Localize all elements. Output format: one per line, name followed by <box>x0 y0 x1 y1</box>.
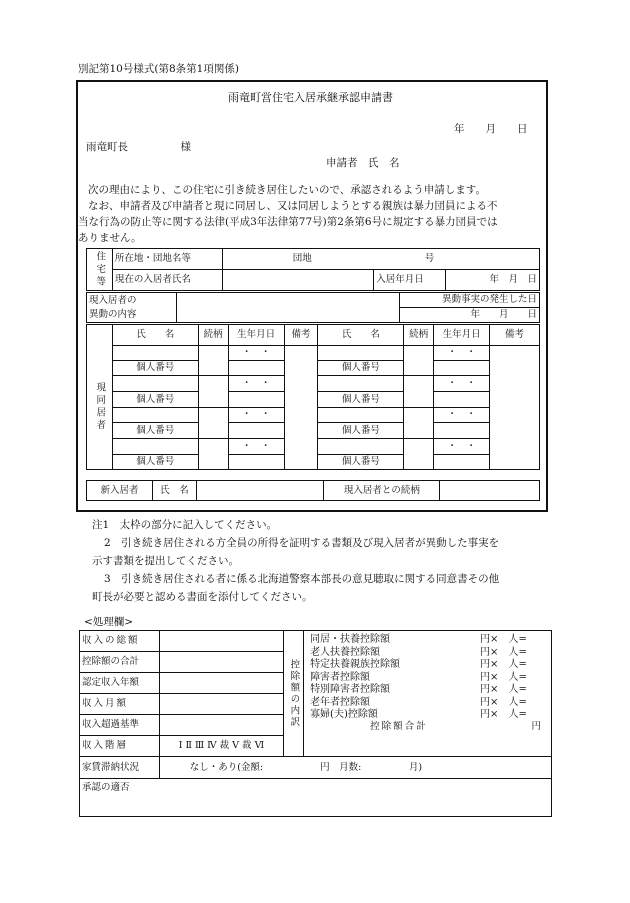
change-label-2: 異動の内容 <box>89 308 137 320</box>
excess-income-label: 収入超過基準 <box>80 715 160 736</box>
note-3b: 町長が必要と認める書面を添付してください。 <box>92 591 313 603</box>
deduction-list <box>304 631 552 757</box>
mynumber-field[interactable] <box>228 392 284 408</box>
deduction-grid <box>310 635 545 720</box>
deduction-item: 特定扶養親族控除額 <box>310 659 401 670</box>
monthly-income-label: 収入月額 <box>80 694 160 715</box>
residence-header: 住宅等 <box>87 249 113 291</box>
mynumber-label: 個人番号 <box>318 392 404 408</box>
excess-income-field[interactable] <box>159 715 283 736</box>
cohabitants-header: 現同居者 <box>87 325 113 470</box>
processing-header: <処理欄> <box>84 616 134 628</box>
name-field[interactable] <box>318 376 404 392</box>
name-field[interactable] <box>318 408 404 423</box>
note-field-left[interactable] <box>284 346 318 470</box>
mynumber-field[interactable] <box>434 423 490 439</box>
approval-label: 承認の適否 <box>82 782 130 793</box>
mynumber-label: 個人番号 <box>112 455 198 470</box>
col-birth-right: 生年月日 <box>434 325 490 346</box>
col-name-left: 氏 名 <box>112 325 198 346</box>
deduction-formula[interactable]: 円× 人= <box>480 671 527 683</box>
deduction-formula[interactable]: 円× 人= <box>480 684 527 695</box>
new-resident-label: 新入居者 <box>87 481 153 501</box>
mynumber-label: 個人番号 <box>112 423 198 439</box>
deduction-header: 控除額の内訳 <box>284 631 304 757</box>
note-field-right[interactable] <box>490 346 540 470</box>
mynumber-field[interactable] <box>434 361 490 376</box>
birth-field[interactable]: ・ ・ <box>228 439 284 455</box>
mynumber-label: 個人番号 <box>112 392 198 408</box>
relation-field[interactable] <box>198 376 228 408</box>
relation-field[interactable] <box>198 346 228 376</box>
current-resident-label: 現在の入居者氏名 <box>112 270 222 291</box>
current-resident-field[interactable] <box>222 270 373 291</box>
birth-field[interactable]: ・ ・ <box>434 346 490 361</box>
deduction-total-row <box>310 722 545 734</box>
new-resident-name-label: 氏 名 <box>152 481 196 501</box>
relation-field[interactable] <box>404 376 434 408</box>
birth-field[interactable]: ・ ・ <box>228 376 284 392</box>
birth-field[interactable]: ・ ・ <box>228 408 284 423</box>
name-field[interactable] <box>112 439 198 455</box>
note-3a: 3 引き続き居住される者に係る北海道警察本部長の意見聴取に関する同意書その他 <box>104 573 500 585</box>
danchi-label: 団地 <box>292 253 312 265</box>
relation-field[interactable] <box>198 408 228 439</box>
annual-income-field[interactable] <box>159 673 283 694</box>
mynumber-field[interactable] <box>228 361 284 376</box>
deduction-item: 特別障害者控除額 <box>310 684 391 695</box>
location-field[interactable] <box>222 249 539 270</box>
name-field[interactable] <box>318 346 404 361</box>
annual-income-label: 認定収入年額 <box>80 673 160 694</box>
name-field[interactable] <box>112 376 198 392</box>
relation-to-resident-field[interactable] <box>440 481 540 501</box>
deduction-item: 障害者控除額 <box>310 671 371 683</box>
body-text-3: 当な行為の防止等に関する法律(平成3年法律第77号)第2条第6号に規定する暴力団員では <box>78 216 498 228</box>
name-field[interactable] <box>112 408 198 423</box>
mynumber-label: 個人番号 <box>318 423 404 439</box>
relation-field[interactable] <box>404 346 434 376</box>
deduction-total-label: 控除額合計 <box>370 721 428 732</box>
name-field[interactable] <box>318 439 404 455</box>
cohabitants-table <box>86 324 540 470</box>
approval-field[interactable] <box>80 779 552 817</box>
relation-field[interactable] <box>404 439 434 470</box>
income-level-label: 収入階層 <box>80 736 160 757</box>
mynumber-label: 個人番号 <box>112 361 198 376</box>
change-label <box>87 293 177 323</box>
applicant-name-label[interactable]: 申請者 氏 名 <box>326 157 400 169</box>
deduction-formula[interactable]: 円× 人= <box>480 646 527 658</box>
body-text-4: ありません。 <box>78 232 142 244</box>
total-income-label: 収入の総額 <box>80 631 160 652</box>
new-resident-name-field[interactable] <box>196 481 324 501</box>
arrears-label: 家賃滞納状況 <box>80 757 160 779</box>
deduction-item: 寡婦(夫)控除額 <box>310 709 378 720</box>
relation-field[interactable] <box>198 439 228 470</box>
mynumber-field[interactable] <box>228 423 284 439</box>
relation-field[interactable] <box>404 408 434 439</box>
col-relation-right: 続柄 <box>404 325 434 346</box>
arrears-value[interactable]: なし・あり(金額: 円 月数: 月) <box>159 757 551 779</box>
col-note-right: 備考 <box>490 325 540 346</box>
total-income-field[interactable] <box>159 631 283 652</box>
birth-field[interactable]: ・ ・ <box>228 346 284 361</box>
date-line[interactable]: 年 月 日 <box>454 123 528 135</box>
deduction-formula[interactable]: 円× 人= <box>480 659 527 670</box>
processing-table <box>79 630 552 817</box>
change-date-label: 異動事実の発生した日 <box>400 293 540 308</box>
application-frame <box>76 80 548 512</box>
name-field[interactable] <box>112 346 198 361</box>
income-level-options[interactable]: Ⅰ Ⅱ Ⅲ Ⅳ 裁 Ⅴ 裁 Ⅵ <box>159 736 283 757</box>
change-content-field[interactable] <box>176 293 399 323</box>
change-table <box>86 292 540 323</box>
note-1: 注1 太枠の部分に記入してください。 <box>92 519 278 531</box>
move-in-date-field[interactable]: 年 月 日 <box>446 270 540 291</box>
birth-field[interactable]: ・ ・ <box>434 376 490 392</box>
deduction-formula[interactable]: 円× 人= <box>480 696 527 708</box>
body-text-2: なお、申請者及び申請者と現に同居し、又は同居しようとする親族は暴力団員による不 <box>88 200 498 212</box>
go-label: 号 <box>424 253 435 265</box>
mynumber-label: 個人番号 <box>318 361 404 376</box>
mynumber-label: 個人番号 <box>318 455 404 470</box>
form-label: 別記第10号様式(第8条第1項関係) <box>78 63 239 75</box>
residence-table <box>86 248 540 291</box>
location-label: 所在地・団地名等 <box>112 249 222 270</box>
mynumber-field[interactable] <box>434 455 490 470</box>
addressee: 雨竜町長 様 <box>86 141 191 153</box>
deduction-formula[interactable]: 円× 人= <box>480 634 527 645</box>
deduction-formula[interactable]: 円× 人= <box>480 709 527 720</box>
deduction-sum-label: 控除額の合計 <box>80 652 160 673</box>
monthly-income-field[interactable] <box>159 694 283 715</box>
body-text-1: 次の理由により、この住宅に引き続き居住したいので、承認されるよう申請します。 <box>88 184 486 196</box>
birth-field[interactable]: ・ ・ <box>434 408 490 423</box>
change-date-field[interactable]: 年 月 日 <box>400 308 540 323</box>
birth-field[interactable]: ・ ・ <box>434 439 490 455</box>
deduction-item: 同居・扶養控除額 <box>310 634 391 645</box>
move-in-date-label: 入居年月日 <box>374 270 446 291</box>
form-title: 雨竜町営住宅入居承継承認申請書 <box>228 91 393 104</box>
deduction-sum-field[interactable] <box>159 652 283 673</box>
mynumber-field[interactable] <box>434 392 490 408</box>
deduction-item: 老年者控除額 <box>310 696 371 708</box>
mynumber-field[interactable] <box>228 455 284 470</box>
change-label-1: 現入居者の <box>89 294 137 306</box>
col-name-right: 氏 名 <box>318 325 404 346</box>
col-note-left: 備考 <box>284 325 318 346</box>
note-2a: 2 引き続き居住される方全員の所得を証明する書類及び現入居者が異動した事実を <box>104 537 500 549</box>
relation-to-resident-label: 現入居者との続柄 <box>324 481 440 501</box>
new-resident-table <box>86 480 540 501</box>
note-2b: 示す書類を提出してください。 <box>92 555 239 567</box>
deduction-item: 老人扶養控除額 <box>310 646 381 658</box>
col-birth-left: 生年月日 <box>228 325 284 346</box>
col-relation-left: 続柄 <box>198 325 228 346</box>
deduction-total-yen[interactable]: 円 <box>531 721 541 732</box>
